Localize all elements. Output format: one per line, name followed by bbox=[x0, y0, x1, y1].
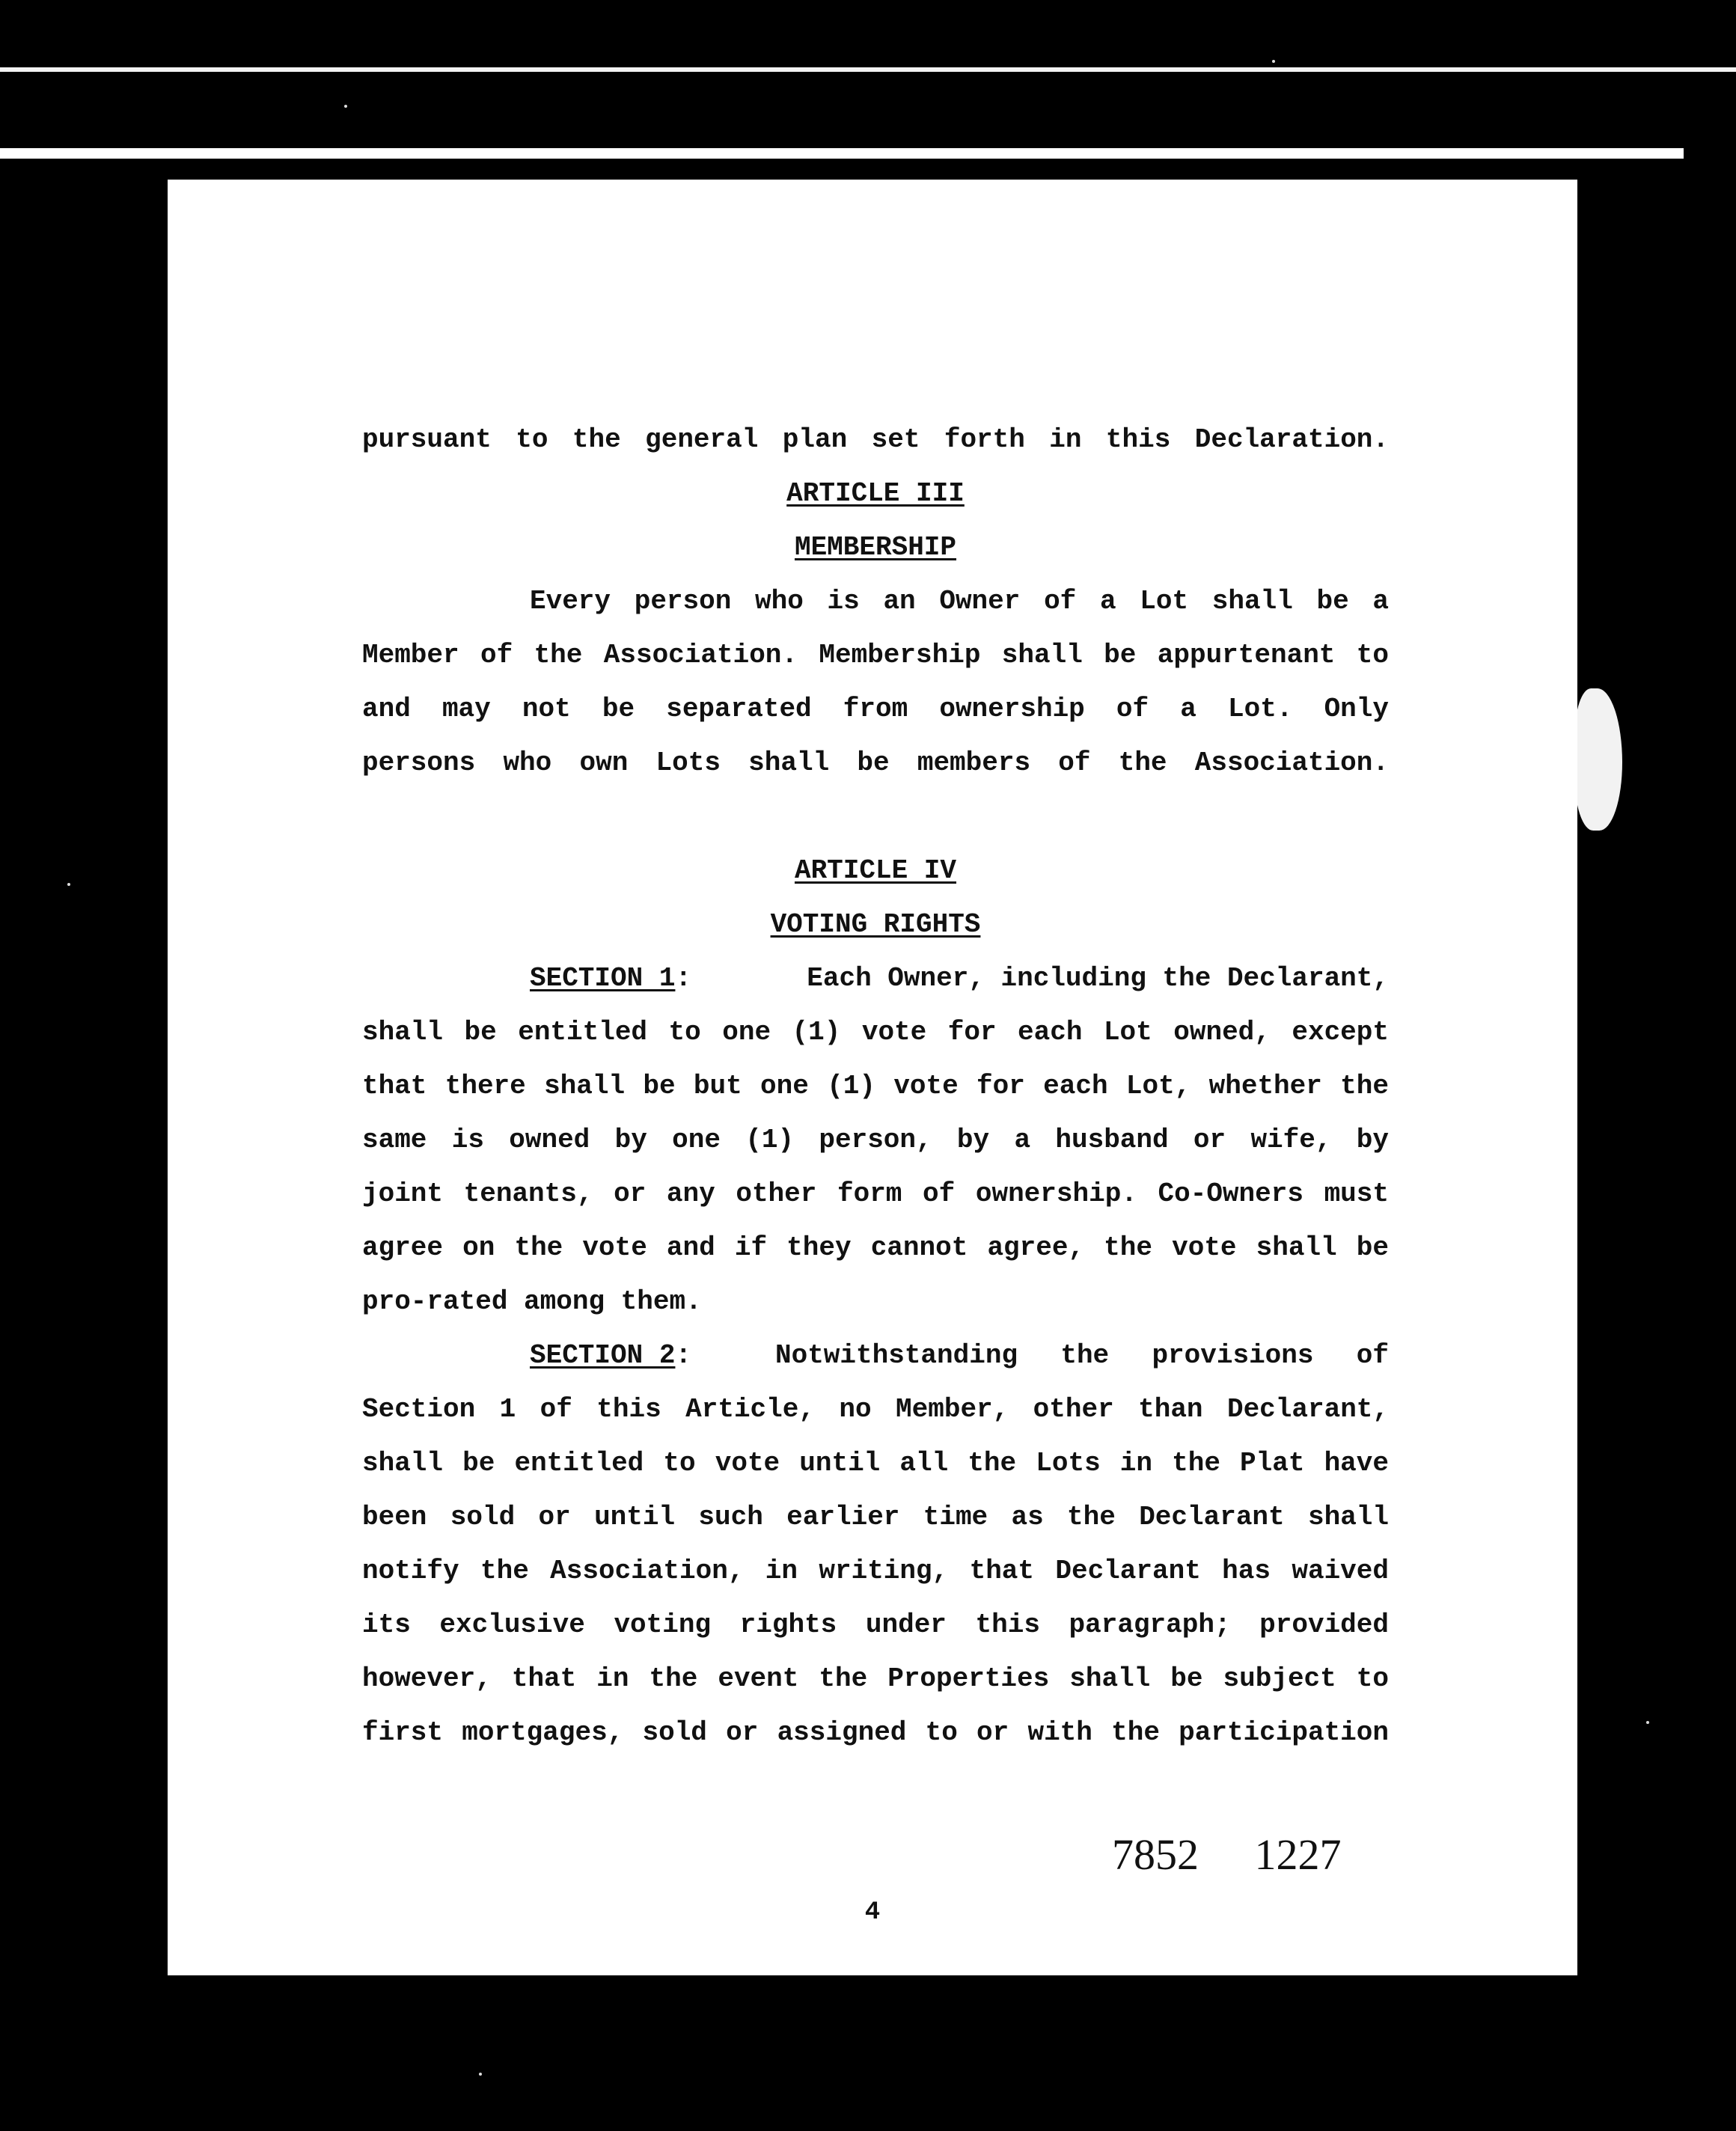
section-1-line-5: agree on the vote and if they cannot agree, the vote shall be bbox=[362, 1232, 1389, 1263]
scan-blemish bbox=[1574, 688, 1622, 831]
recording-stamp bbox=[1112, 1830, 1342, 1879]
section-2-line-1: Section 1 of this Article, no Member, other than Declarant, bbox=[362, 1394, 1389, 1425]
article-4-title: VOTING RIGHTS bbox=[770, 909, 981, 940]
scan-edge-line bbox=[0, 67, 1736, 72]
section-2-first-text: Notwithstanding the provisions of bbox=[775, 1340, 1389, 1371]
section-1-label: SECTION 1 bbox=[530, 963, 676, 994]
section-2-label: SECTION 2 bbox=[530, 1340, 676, 1371]
page-number: 4 bbox=[864, 1898, 881, 1927]
stamp-number-2: 1227 bbox=[1254, 1830, 1342, 1879]
section-1-line-1: shall be entitled to one (1) vote for each Lot owned, except bbox=[362, 1017, 1389, 1048]
article-3-line-4: persons who own Lots shall be members of the Association. bbox=[362, 747, 1389, 778]
article-3-heading: ARTICLE III bbox=[786, 478, 965, 509]
section-2-line-2: shall be entitled to vote until all the Lots in the Plat have bbox=[362, 1448, 1389, 1479]
section-2-line-6: however, that in the event the Properties shall be subject to bbox=[362, 1663, 1389, 1694]
scan-speck bbox=[1646, 1721, 1649, 1724]
section-1-first-text: Each Owner, including the Declarant, bbox=[807, 963, 1389, 994]
section-1-line-3: same is owned by one (1) person, by a husband or wife, by bbox=[362, 1125, 1389, 1155]
article-3-title: MEMBERSHIP bbox=[794, 532, 957, 563]
document-page bbox=[168, 180, 1577, 1975]
scan-speck bbox=[479, 2073, 482, 2076]
stamp-number-1: 7852 bbox=[1112, 1830, 1199, 1879]
article-4-heading: ARTICLE IV bbox=[794, 855, 957, 886]
scan-edge-band bbox=[0, 148, 1684, 159]
section-2-line-5: its exclusive voting rights under this paragraph; provided bbox=[362, 1609, 1389, 1640]
opening-line: pursuant to the general plan set forth in this Declaration. bbox=[362, 424, 1389, 455]
section-1-line-6: pro-rated among them. bbox=[362, 1286, 702, 1317]
article-3-line-3: and may not be separated from ownership of a Lot. Only bbox=[362, 694, 1389, 724]
article-3-line-1: Every person who is an Owner of a Lot shall be a bbox=[530, 586, 1389, 617]
section-2-line-3: been sold or until such earlier time as the Declarant shall bbox=[362, 1502, 1389, 1532]
section-1-line-2: that there shall be but one (1) vote for each Lot, whether the bbox=[362, 1071, 1389, 1101]
section-2-line-4: notify the Association, in writing, that Declarant has waived bbox=[362, 1556, 1389, 1586]
scan-speck bbox=[1272, 60, 1275, 63]
article-3-line-2: Member of the Association. Membership shall be appurtenant to bbox=[362, 640, 1389, 670]
scan-speck bbox=[344, 105, 347, 108]
scan-speck bbox=[67, 883, 70, 886]
section-2-first-line: SECTION 2: Notwithstanding the provisions of bbox=[530, 1340, 1389, 1371]
section-2-line-7: first mortgages, sold or assigned to or with the participation bbox=[362, 1717, 1389, 1748]
section-1-first-line: SECTION 1: Each Owner, including the Declarant, bbox=[530, 963, 1389, 994]
section-1-line-4: joint tenants, or any other form of ownership. Co-Owners must bbox=[362, 1178, 1389, 1209]
